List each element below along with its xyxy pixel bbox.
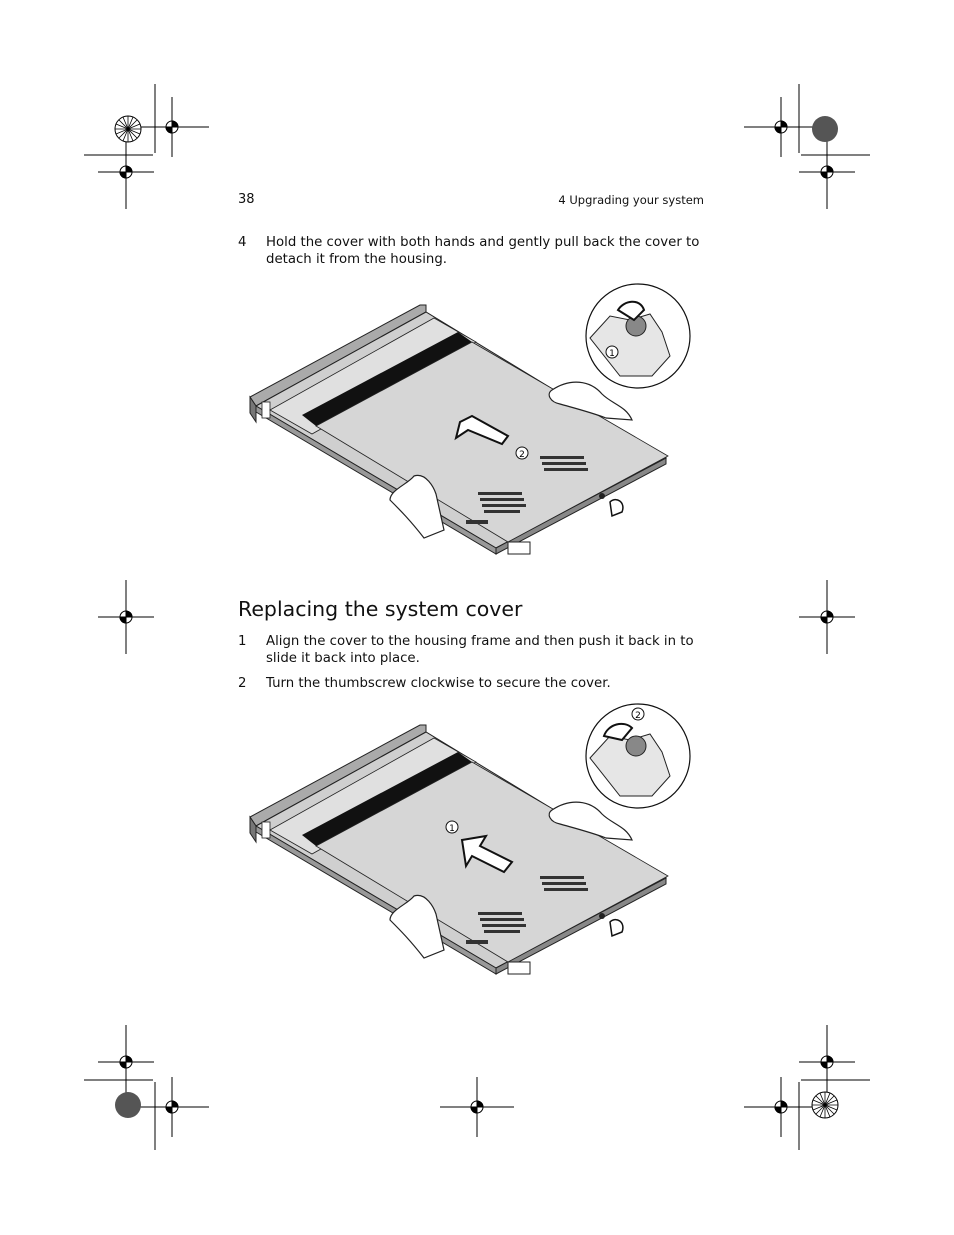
step-number: 2 bbox=[238, 676, 247, 691]
callout-number: 2 bbox=[635, 711, 641, 721]
replace-cover-illustration bbox=[240, 700, 700, 990]
step-item bbox=[238, 234, 708, 270]
step-text: Turn the thumbscrew clockwise to secure the cover. bbox=[266, 676, 611, 691]
callout-number: 1 bbox=[609, 349, 615, 359]
step-text: Align the cover to the housing frame and then push it back in to slide it back into place. bbox=[266, 634, 694, 666]
step-number: 4 bbox=[238, 235, 247, 250]
step-item bbox=[238, 675, 708, 693]
step-item bbox=[238, 633, 708, 669]
page-number: 38 bbox=[238, 192, 255, 207]
remove-cover-illustration bbox=[240, 280, 700, 570]
step-text: Hold the cover with both hands and gently pull back the cover to detach it from the housing. bbox=[266, 235, 700, 267]
running-header: 4 Upgrading your system bbox=[558, 193, 704, 207]
callout-number: 1 bbox=[449, 824, 455, 834]
step-number: 1 bbox=[238, 634, 247, 649]
section-title: Replacing the system cover bbox=[238, 597, 523, 621]
callout-number: 2 bbox=[519, 450, 525, 460]
